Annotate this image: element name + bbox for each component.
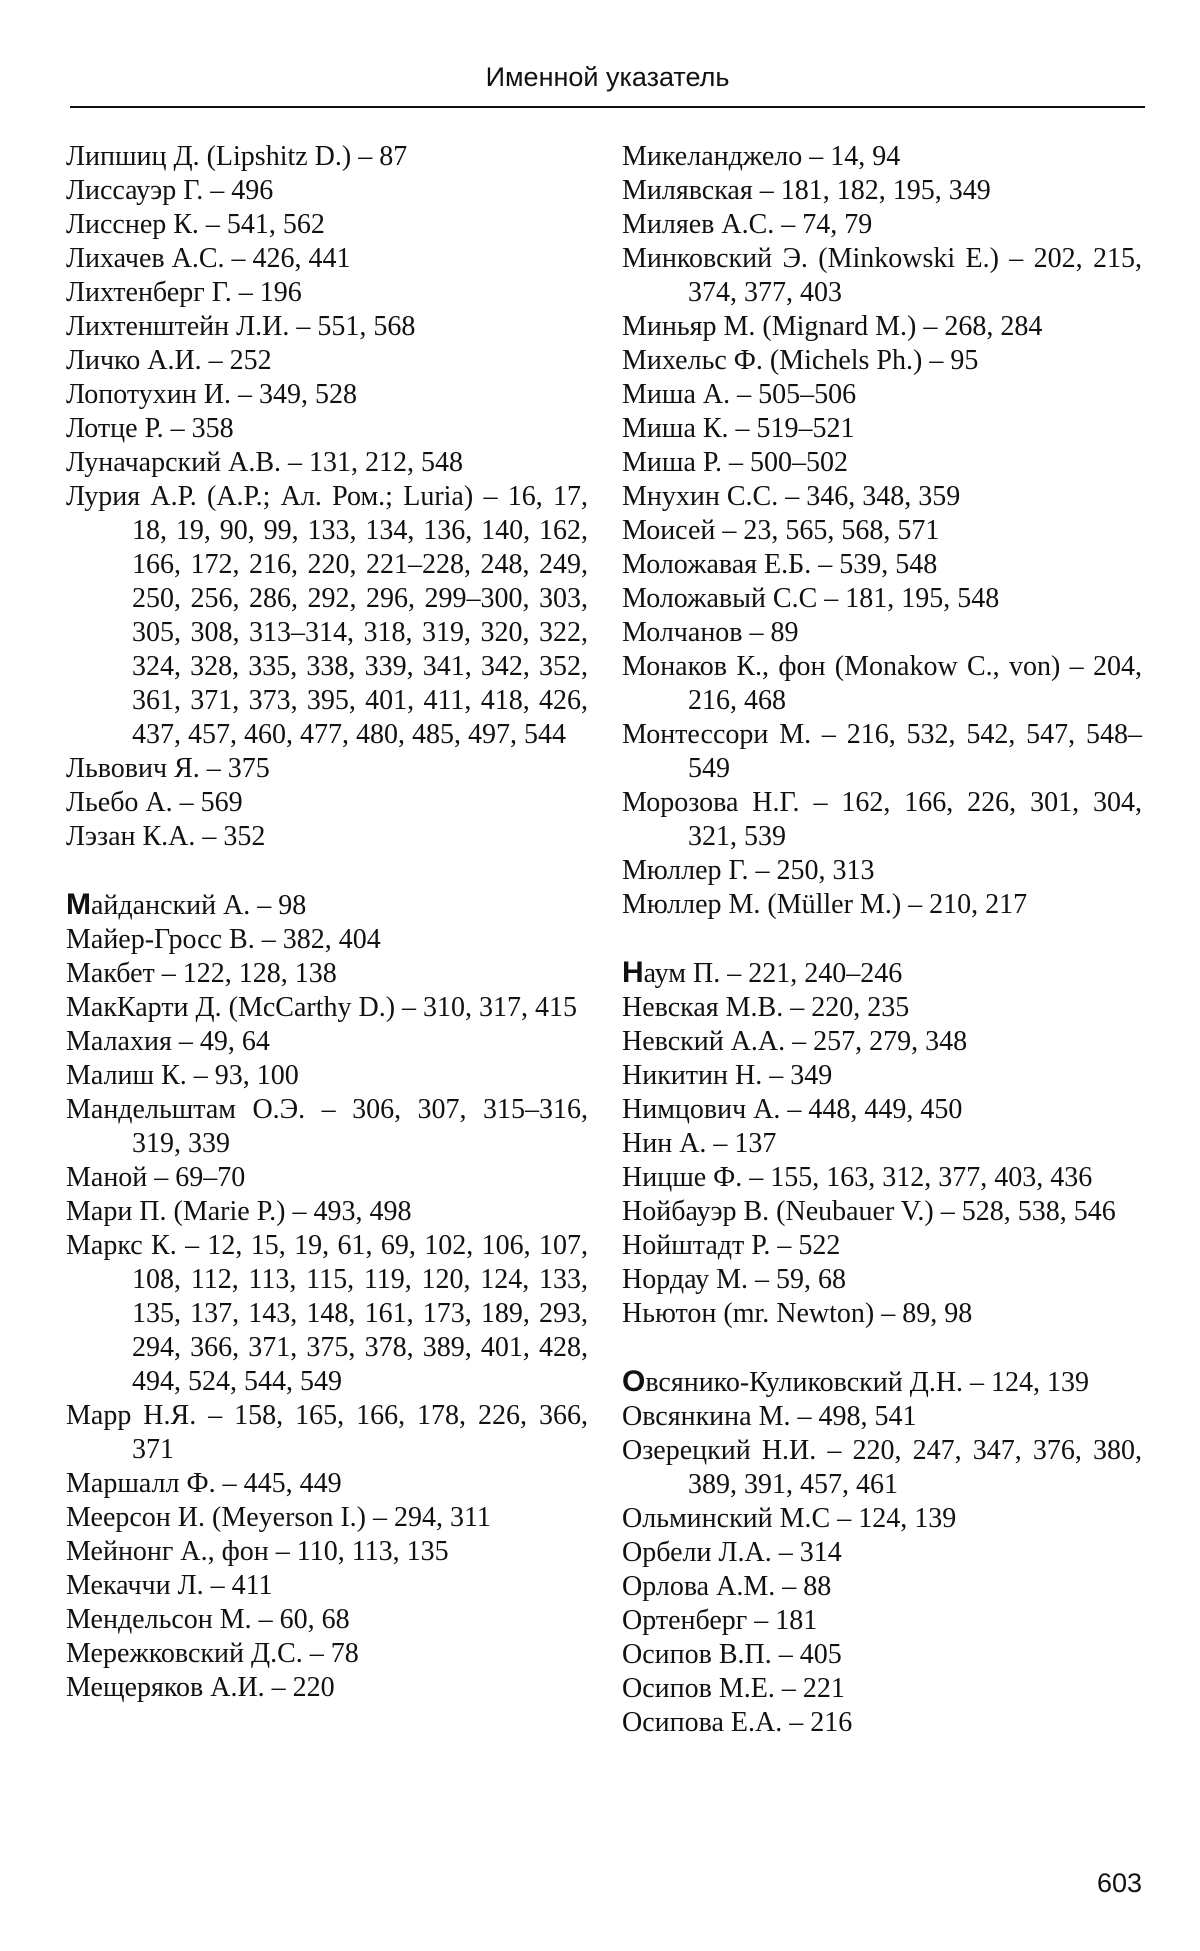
index-entry-first — [622, 956, 1142, 991]
index-entry: Личко А.И. – 252 — [66, 345, 272, 376]
page-number: 603 — [1096, 1868, 1142, 1898]
index-entry: Льебо А. – 569 — [66, 787, 243, 818]
index-entry: Морозова Н.Г. – 162, 166, 226, 301, 304, 321, 539 — [622, 787, 1142, 852]
index-entry: Ньютон (mr. Newton) – 89, 98 — [622, 1298, 973, 1329]
running-head: Именной указатель — [485, 62, 730, 92]
left-column — [66, 140, 588, 1705]
initial-letter: Н — [622, 956, 644, 989]
index-group-n — [622, 956, 1142, 1331]
index-entry: Маркс К. – 12, 15, 19, 61, 69, 102, 106, 107, 108, 112, 113, 115, 119, 120, 124, 133, 135, 137, 143, 148, 161, 173, 189, 293, 294, 366, 371, 375, 378, 389, 401, 428, 494, 524, 544, 549 — [66, 1230, 588, 1397]
index-entry: Моложавая Е.Б. – 539, 548 — [622, 549, 938, 580]
index-entry: Нойбауэр В. (Neubauer V.) – 528, 538, 546 — [622, 1196, 1116, 1227]
index-entry: Миляев А.С. – 74, 79 — [622, 209, 873, 240]
index-entry: Миньяр М. (Mignard M.) – 268, 284 — [622, 311, 1043, 342]
index-entry: Лиссауэр Г. – 496 — [66, 175, 274, 206]
index-entry: Нин А. – 137 — [622, 1128, 777, 1159]
index-entry: Монтессори М. – 216, 532, 542, 547, 548–549 — [622, 719, 1142, 784]
index-entry: Михельс Ф. (Michels Ph.) – 95 — [622, 345, 979, 376]
index-entry: Лихтенберг Г. – 196 — [66, 277, 302, 308]
index-entry: Ортенберг – 181 — [622, 1605, 818, 1636]
index-group-m-continued — [622, 140, 1142, 922]
index-entry: Малахия – 49, 64 — [66, 1026, 270, 1057]
index-entry: Орбели Л.А. – 314 — [622, 1537, 842, 1568]
index-entry: Озерецкий Н.И. – 220, 247, 347, 376, 380, 389, 391, 457, 461 — [622, 1435, 1142, 1500]
index-entry: Осипов М.Е. – 221 — [622, 1673, 845, 1704]
entry-text: айданский А. – 98 — [91, 890, 307, 921]
index-entry: Ницше Ф. – 155, 163, 312, 377, 403, 436 — [622, 1162, 1093, 1193]
index-entry: Нордау М. – 59, 68 — [622, 1264, 846, 1295]
index-entry: Нойштадт Р. – 522 — [622, 1230, 841, 1261]
index-entry: Молчанов – 89 — [622, 617, 799, 648]
index-entry: Микеланджело – 14, 94 — [622, 141, 901, 172]
index-entry: Лопотухин И. – 349, 528 — [66, 379, 357, 410]
index-entry: Лисснер К. – 541, 562 — [66, 209, 325, 240]
index-group-m — [66, 888, 588, 1705]
index-entry-first — [622, 1365, 1142, 1400]
index-entry: Мандельштам О.Э. – 306, 307, 315–316, 319, 339 — [66, 1094, 588, 1159]
group-spacer — [622, 922, 1142, 956]
index-entry: Овсянкина М. – 498, 541 — [622, 1401, 917, 1432]
index-entry: Невский А.А. – 257, 279, 348 — [622, 1026, 968, 1057]
index-entry: Невская М.В. – 220, 235 — [622, 992, 910, 1023]
index-entry: Мнухин С.С. – 346, 348, 359 — [622, 481, 961, 512]
index-entry: Мейнонг А., фон – 110, 113, 135 — [66, 1536, 449, 1567]
index-entry: Миша Р. – 500–502 — [622, 447, 848, 478]
entry-text: всянико-Куликовский Д.Н. – 124, 139 — [645, 1367, 1090, 1398]
index-entry: Луначарский А.В. – 131, 212, 548 — [66, 447, 463, 478]
index-entry: Ольминский М.С – 124, 139 — [622, 1503, 957, 1534]
index-entry: Мюллер Г. – 250, 313 — [622, 855, 875, 886]
index-entry: Монаков К., фон (Monakow C., von) – 204, 216, 468 — [622, 651, 1142, 716]
index-entry: Липшиц Д. (Lipshitz D.) – 87 — [66, 141, 408, 172]
index-entry: Меерсон И. (Meyerson I.) – 294, 311 — [66, 1502, 491, 1533]
initial-letter: О — [622, 1365, 646, 1398]
index-entry: Маной – 69–70 — [66, 1162, 246, 1193]
index-entry: Лэзан К.А. – 352 — [66, 821, 266, 852]
index-entry: Марр Н.Я. – 158, 165, 166, 178, 226, 366, 371 — [66, 1400, 588, 1465]
group-spacer — [66, 854, 588, 888]
entry-text: аум П. – 221, 240–246 — [643, 958, 903, 989]
index-entry: Маршалл Ф. – 445, 449 — [66, 1468, 342, 1499]
header-rule — [70, 106, 1145, 108]
group-spacer — [622, 1331, 1142, 1365]
index-entry: Минковский Э. (Minkowski E.) – 202, 215, 374, 377, 403 — [622, 243, 1142, 308]
index-entry: Мекаччи Л. – 411 — [66, 1570, 273, 1601]
index-entry: Моисей – 23, 565, 568, 571 — [622, 515, 940, 546]
index-entry: Лихтенштейн Л.И. – 551, 568 — [66, 311, 416, 342]
index-entry: Мещеряков А.И. – 220 — [66, 1672, 335, 1703]
index-entry: Милявская – 181, 182, 195, 349 — [622, 175, 991, 206]
index-entry: Макбет – 122, 128, 138 — [66, 958, 337, 989]
index-entry: Малиш К. – 93, 100 — [66, 1060, 299, 1091]
index-entry: Мюллер М. (Müller M.) – 210, 217 — [622, 889, 1028, 920]
index-entry: Майер-Гросс В. – 382, 404 — [66, 924, 381, 955]
index-entry: Миша К. – 519–521 — [622, 413, 855, 444]
index-entry: Мендельсон М. – 60, 68 — [66, 1604, 350, 1635]
index-entry: Мережковский Д.С. – 78 — [66, 1638, 359, 1669]
index-entry: Осипов В.П. – 405 — [622, 1639, 842, 1670]
index-entry: Миша А. – 505–506 — [622, 379, 857, 410]
right-column — [622, 140, 1142, 1740]
index-group-o — [622, 1365, 1142, 1740]
initial-letter: М — [66, 888, 91, 921]
index-entry: Орлова А.М. – 88 — [622, 1571, 832, 1602]
index-entry: Нимцович А. – 448, 449, 450 — [622, 1094, 963, 1125]
index-entry: Никитин Н. – 349 — [622, 1060, 833, 1091]
index-entry: Мари П. (Marie P.) – 493, 498 — [66, 1196, 412, 1227]
index-entry: Лотце Р. – 358 — [66, 413, 234, 444]
index-entry-first — [66, 888, 588, 923]
index-entry: Осипова Е.А. – 216 — [622, 1707, 853, 1738]
index-entry: МакКарти Д. (McCarthy D.) – 310, 317, 415 — [66, 992, 578, 1023]
index-group-l — [66, 140, 588, 854]
index-entry: Лурия А.Р. (А.Р.; Ал. Ром.; Luria) – 16, 17, 18, 19, 90, 99, 133, 134, 136, 140, 162, 166, 172, 216, 220, 221–228, 248, 249, 250, 256, 286, 292, 296, 299–300, 303, 305, 308, 313–314, 318, 319, 320, 322, 324, 328, 335, 338, 339, 341, 342, 352, 361, 371, 373, 395, 401, 411, 418, 426, 437, 457, 460, 477, 480, 485, 497, 544 — [66, 481, 588, 750]
index-entry: Львович Я. – 375 — [66, 753, 270, 784]
index-entry: Лихачев А.С. – 426, 441 — [66, 243, 351, 274]
index-entry: Моложавый С.С – 181, 195, 548 — [622, 583, 1000, 614]
